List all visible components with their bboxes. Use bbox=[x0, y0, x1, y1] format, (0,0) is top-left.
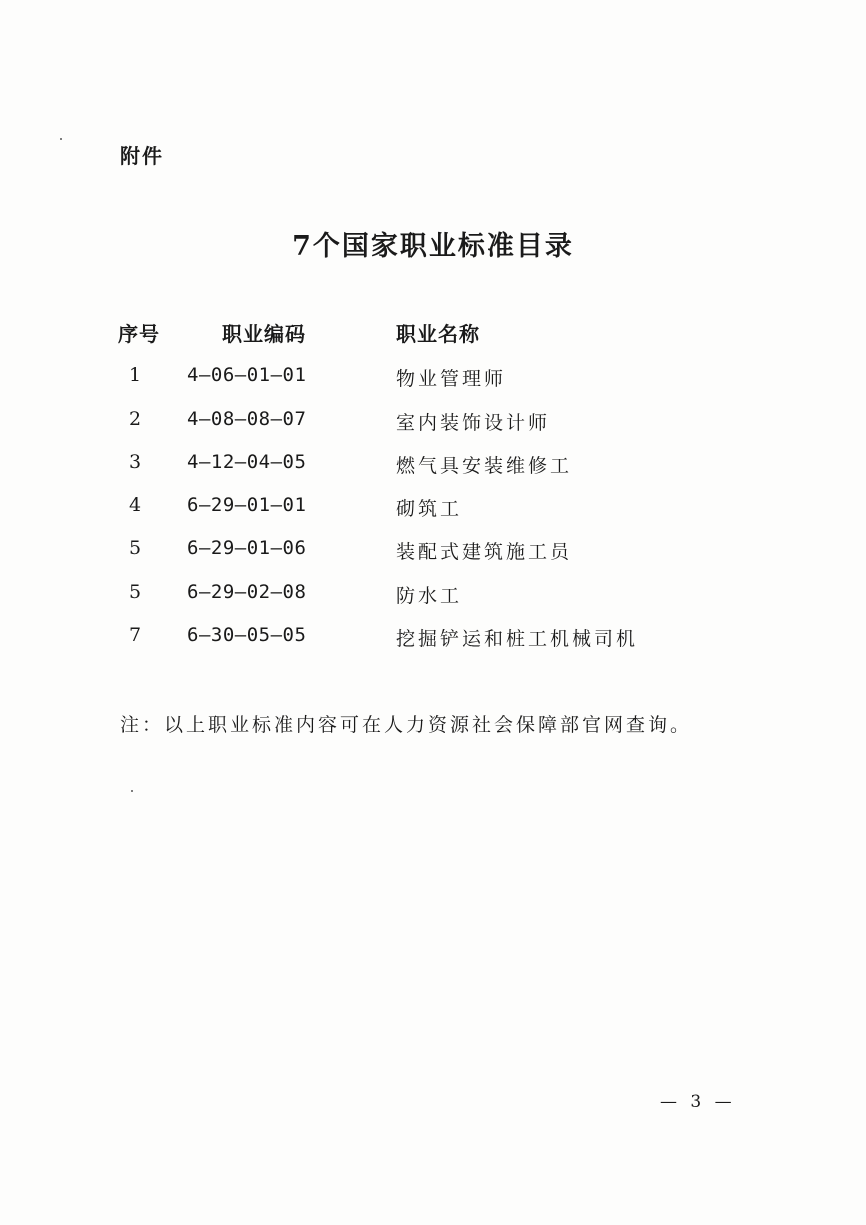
attachment-label: 附件 bbox=[120, 144, 164, 168]
row-name: 防水工 bbox=[396, 584, 463, 607]
header-name: 职业名称 bbox=[396, 322, 480, 346]
row-name: 装配式建筑施工员 bbox=[396, 541, 573, 564]
table-header-row bbox=[0, 318, 866, 361]
row-seq: 4 bbox=[129, 494, 142, 517]
row-code: 6—30—05—05 bbox=[187, 624, 307, 647]
row-seq: 1 bbox=[129, 364, 142, 387]
table-row bbox=[0, 534, 866, 577]
row-seq: 5 bbox=[129, 537, 142, 560]
header-code: 职业编码 bbox=[222, 322, 306, 346]
scan-speck bbox=[60, 138, 62, 140]
page-title: 7个国家职业标准目录 bbox=[292, 231, 574, 262]
row-code: 6—29—01—06 bbox=[187, 537, 307, 560]
header-seq: 序号 bbox=[118, 322, 160, 346]
table-row bbox=[0, 361, 866, 404]
row-code: 6—29—02—08 bbox=[187, 580, 307, 603]
row-seq: 5 bbox=[129, 580, 142, 603]
row-code: 6—29—01—01 bbox=[187, 494, 307, 517]
footnote: 注：以上职业标准内容可在人力资源社会保障部官网查询。 bbox=[120, 714, 693, 736]
table-row bbox=[0, 578, 866, 621]
row-seq: 7 bbox=[129, 624, 142, 647]
row-code: 4—06—01—01 bbox=[187, 364, 307, 387]
table-row bbox=[0, 448, 866, 491]
row-code: 4—08—08—07 bbox=[187, 407, 307, 430]
row-seq: 3 bbox=[129, 450, 142, 473]
row-name: 砌筑工 bbox=[396, 498, 463, 521]
table-row bbox=[0, 491, 866, 534]
row-name: 挖掘铲运和桩工机械司机 bbox=[396, 628, 639, 651]
scan-speck bbox=[131, 790, 133, 792]
row-seq: 2 bbox=[129, 407, 142, 430]
row-name: 室内装饰设计师 bbox=[396, 411, 551, 434]
row-name: 燃气具安装维修工 bbox=[396, 454, 573, 477]
row-code: 4—12—04—05 bbox=[187, 450, 307, 473]
page-number: — 3 — bbox=[660, 1092, 736, 1112]
table-row bbox=[0, 405, 866, 448]
occupation-table bbox=[0, 318, 866, 664]
row-name: 物业管理师 bbox=[396, 368, 507, 391]
table-row bbox=[0, 621, 866, 664]
